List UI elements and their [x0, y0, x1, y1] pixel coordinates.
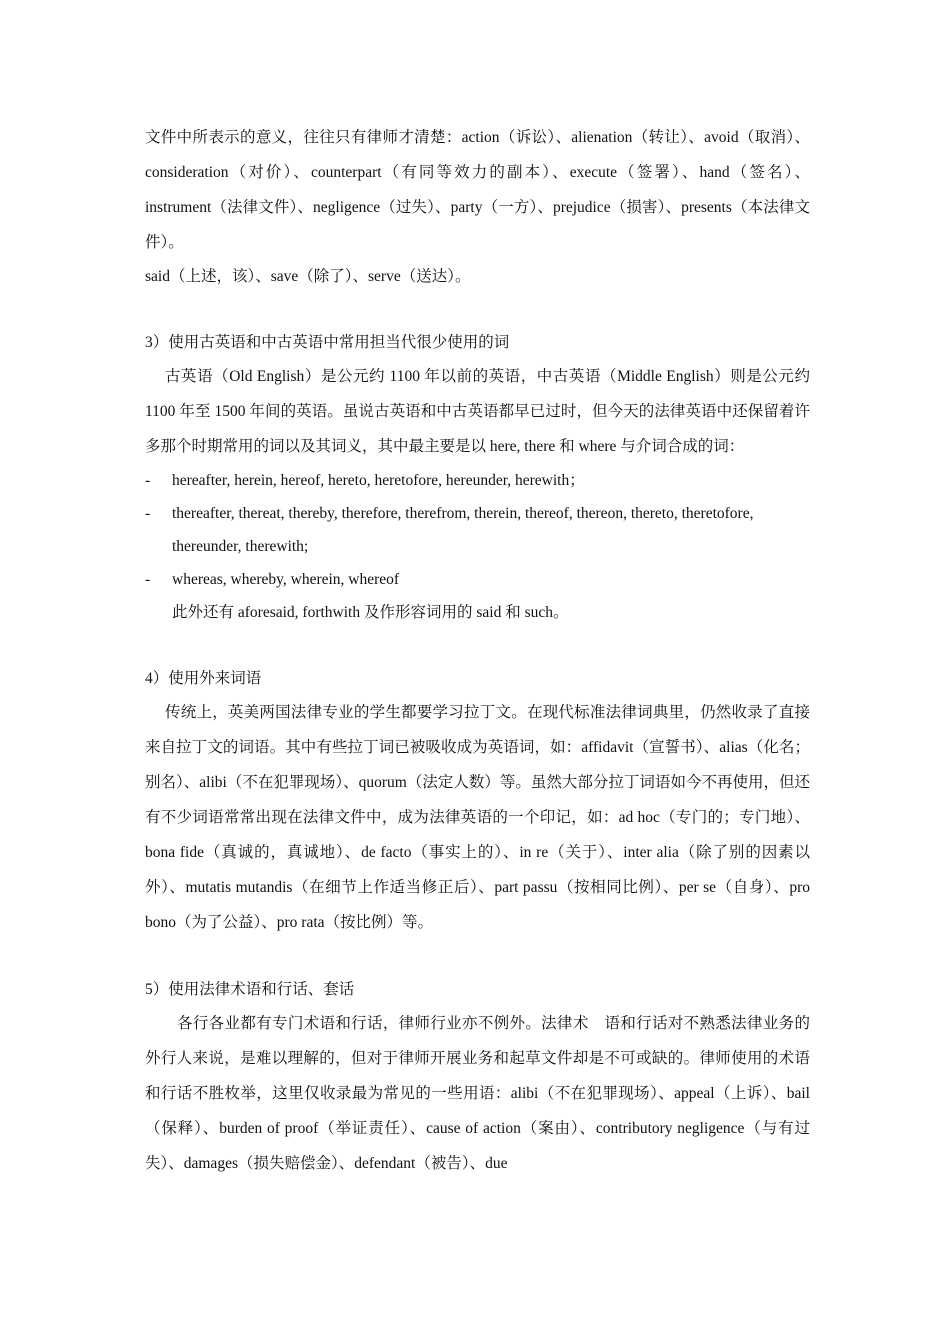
- section-4-paragraph: 传统上，英美两国法律专业的学生都要学习拉丁文。在现代标准法律词典里，仍然收录了直接来自拉丁文的词语。其中有些拉丁词已被吸收成为英语词，如：affidavit（宣誓书）、alias（化名；别名）、alibi（不在犯罪现场）、quorum（法定人数）等。虽然大部分拉丁词语如今不再使用，但还有不少词语常常出现在法律文件中，成为法律英语的一个印记，如：ad hoc（专门的；专门地）、bona fide（真诚的，真诚地）、de facto（事实上的）、in re（关于）、inter alia（除了别的因素以外）、mutatis mutandis（在细节上作适当修正后）、part passu（按相同比例）、per se（自身）、pro bono（为了公益）、pro rata（按比例）等。: [145, 704, 810, 931]
- spacer: [145, 293, 810, 326]
- section-3-heading: 3）使用古英语和中古英语中常用担当代很少使用的词: [145, 334, 510, 351]
- list-item: [145, 497, 810, 563]
- list-item-text: whereas, whereby, wherein, whereof: [172, 571, 400, 588]
- section-3-list: [145, 464, 810, 596]
- spacer: [145, 940, 810, 973]
- spacer: [145, 629, 810, 662]
- intro-line-2: said（上述，该）、save（除了）、serve（送达）。: [145, 268, 471, 285]
- list-item: [145, 464, 810, 497]
- list-marker: -: [145, 571, 151, 588]
- section-3-note: 此外还有 aforesaid, forthwith 及作形容词用的 said 和 such。: [172, 604, 569, 621]
- document-body: [145, 120, 810, 1181]
- section-5-heading: 5）使用法律术语和行话、套话: [145, 981, 355, 998]
- list-item-text: thereafter, thereat, thereby, therefore, therefrom, therein, thereof, thereon, thereto, theretofore,: [172, 505, 754, 522]
- list-marker: -: [145, 472, 151, 489]
- section-4-heading: 4）使用外来词语: [145, 670, 262, 687]
- section-5-paragraph: 各行各业都有专门术语和行话，律师行业亦不例外。法律术 语和行话对不熟悉法律业务的外行人来说，是难以理解的，但对于律师开展业务和起草文件却是不可或缺的。律师使用的术语和行话不胜枚举，这里仅收录最为常见的一些用语：alibi（不在犯罪现场）、appeal（上诉）、bail（保释）、burden of proof（举证责任）、cause of action（案由）、contributory negligence（与有过失）、damages（损失赔偿金）、defendant（被告）、due: [145, 1015, 810, 1172]
- list-item-text: hereafter, herein, hereof, hereto, heretofore, hereunder, herewith；: [172, 472, 585, 489]
- intro-paragraph: 文件中所表示的意义，往往只有律师才清楚：action（诉讼）、alienation（转让）、avoid（取消）、consideration（对价）、counterpart（有同等效力的副本）、execute（签署）、hand（签名）、instrument（法律文件）、negligence（过失）、party（一方）、prejudice（损害）、presents（本法律文件）。: [145, 129, 810, 251]
- list-item-continuation: thereunder, therewith;: [172, 538, 309, 555]
- list-item: [145, 563, 810, 596]
- list-marker: -: [145, 505, 151, 522]
- section-3-paragraph: 古英语（Old English）是公元约 1100 年以前的英语，中古英语（Middle English）则是公元约 1100 年至 1500 年间的英语。虽说古英语和中古英语都早已过时，但今天的法律英语中还保留着许多那个时期常用的词以及其词义，其中最主要是以 here, there 和 where 与介词合成的词：: [145, 368, 810, 455]
